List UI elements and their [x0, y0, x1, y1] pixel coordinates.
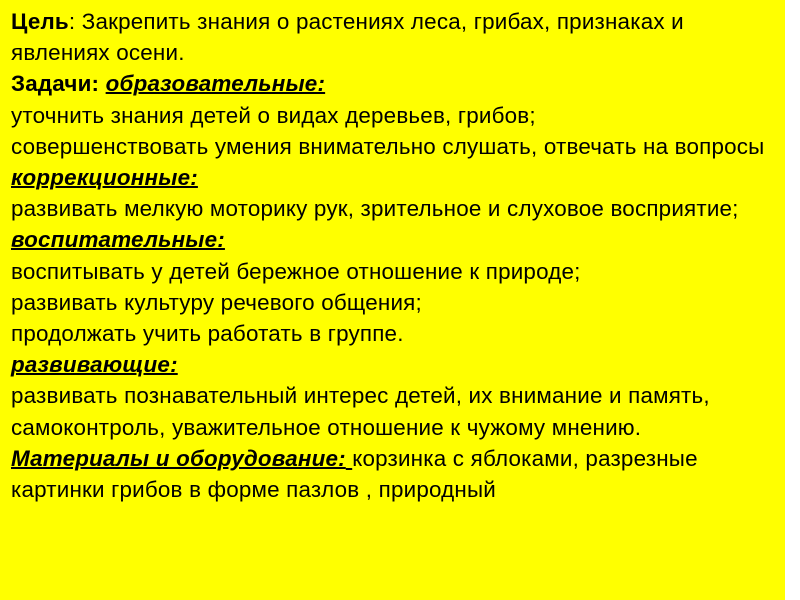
educational-label: образовательные: — [105, 71, 326, 97]
goal-label: Цель — [11, 9, 69, 34]
upbringing-line: продолжать учить работать в группе. — [11, 321, 404, 347]
upbringing-label: воспитательные: — [11, 227, 225, 253]
tasks-heading — [11, 68, 785, 99]
goal-paragraph — [11, 6, 785, 68]
educational-line: уточнить знания детей о видах деревьев, грибов; — [11, 102, 536, 128]
upbringing-line: развивать культуру речевого общения; — [11, 289, 422, 315]
slide-text — [11, 6, 785, 505]
correctional-label: коррекционные: — [11, 165, 198, 191]
developmental-line: развивать познавательный интерес детей, их внимание и память, самоконтроль, уважительное отношение к чужому мнению. — [11, 383, 710, 440]
developmental-label: развивающие: — [11, 352, 178, 378]
materials-paragraph — [11, 443, 785, 505]
materials-label: Материалы и оборудование: — [11, 445, 346, 471]
materials-text: корзинка с яблоками, разрезные картинки грибов в форме пазлов , природный — [11, 445, 698, 503]
goal-text: : Закрепить знания о растениях леса, грибах, признаках и явлениях осени. — [11, 9, 684, 66]
correctional-line: развивать мелкую моторику рук, зрительное и слуховое восприятие; — [11, 196, 739, 222]
upbringing-line: воспитывать у детей бережное отношение к природе; — [11, 258, 581, 284]
tasks-label: Задачи: — [11, 71, 106, 97]
educational-line: совершенствовать умения внимательно слушать, отвечать на вопросы — [11, 133, 765, 159]
